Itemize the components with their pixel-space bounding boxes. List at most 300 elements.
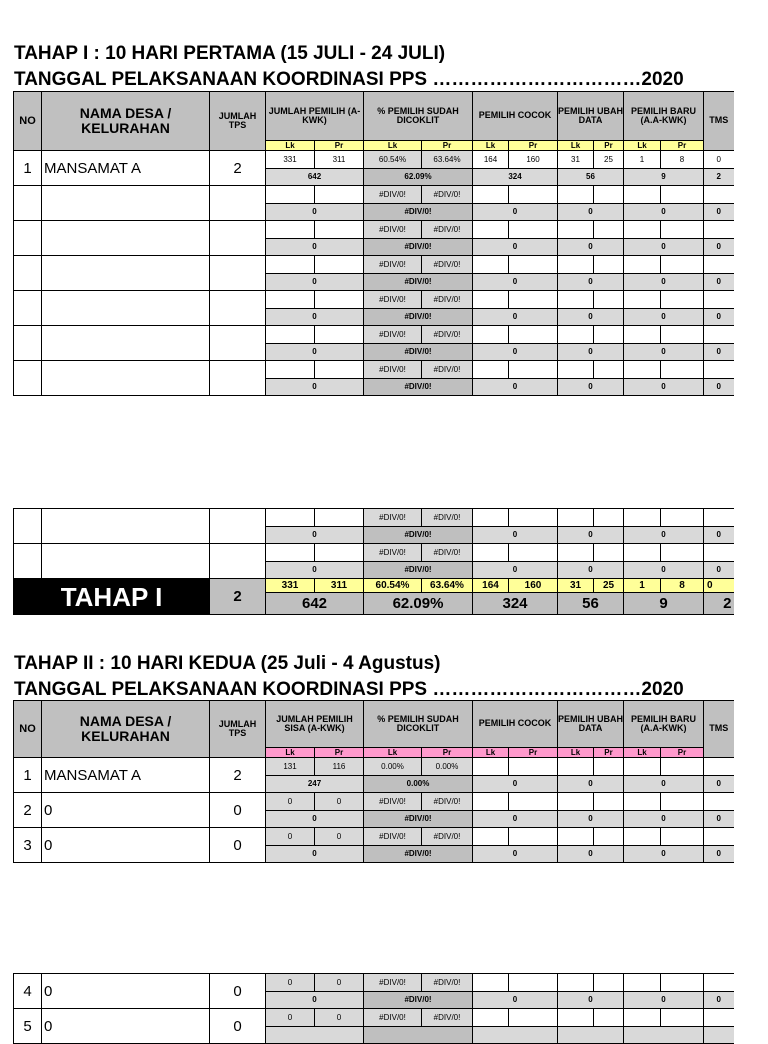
sub-lk: Lk bbox=[558, 141, 594, 151]
table-cell bbox=[473, 256, 509, 274]
cell-value: 0 bbox=[266, 974, 315, 992]
table-cell bbox=[315, 326, 364, 344]
header-nama: NAMA DESA / KELURAHAN bbox=[42, 701, 210, 758]
cell-total: 0 bbox=[704, 811, 734, 828]
table-cell bbox=[624, 544, 661, 562]
table-cell bbox=[558, 291, 594, 309]
header-no: NO bbox=[14, 92, 42, 151]
row-tps: 2 bbox=[210, 758, 266, 793]
table-cell bbox=[364, 1027, 473, 1044]
table-cell bbox=[315, 221, 364, 239]
sub-lk: Lk bbox=[266, 748, 315, 758]
stage1-total-tps: 2 bbox=[210, 579, 266, 615]
cell-total: 0 bbox=[624, 776, 704, 793]
row-nama: 0 bbox=[42, 828, 210, 863]
cell-total: 0 bbox=[624, 204, 704, 221]
row-tps bbox=[210, 221, 266, 256]
total-value: 160 bbox=[509, 579, 558, 593]
cell-value: #DIV/0! bbox=[422, 974, 473, 992]
cell-total: #DIV/0! bbox=[364, 562, 473, 579]
cell-total: 0 bbox=[704, 992, 734, 1009]
cell-total: 0 bbox=[624, 846, 704, 863]
sub-lk: Lk bbox=[624, 748, 661, 758]
cell-value: #DIV/0! bbox=[364, 793, 422, 811]
row-tps: 0 bbox=[210, 793, 266, 828]
header-nama: NAMA DESA / KELURAHAN bbox=[42, 92, 210, 151]
cell-total: 0 bbox=[624, 309, 704, 326]
table-cell bbox=[704, 758, 734, 776]
cell-value: 0.00% bbox=[364, 758, 422, 776]
table-cell bbox=[473, 544, 509, 562]
table-cell bbox=[661, 828, 704, 846]
header-no: NO bbox=[14, 701, 42, 758]
sub-pr: Pr bbox=[594, 141, 624, 151]
table-cell bbox=[594, 509, 624, 527]
cell-value: #DIV/0! bbox=[422, 793, 473, 811]
table-cell bbox=[509, 793, 558, 811]
stage1-table-bottom bbox=[13, 508, 734, 615]
table-cell bbox=[704, 828, 734, 846]
table-cell bbox=[594, 291, 624, 309]
row-no: 4 bbox=[14, 974, 42, 1009]
table-cell bbox=[624, 326, 661, 344]
row-nama: 0 bbox=[42, 793, 210, 828]
cell-total: 0 bbox=[558, 562, 624, 579]
table-cell bbox=[594, 326, 624, 344]
table-cell bbox=[661, 758, 704, 776]
table-cell bbox=[624, 793, 661, 811]
total-value: 63.64% bbox=[422, 579, 473, 593]
cell-value: #DIV/0! bbox=[364, 221, 422, 239]
cell-total: #DIV/0! bbox=[364, 527, 473, 544]
cell-total: 0 bbox=[704, 562, 734, 579]
cell-total: #DIV/0! bbox=[364, 239, 473, 256]
row-no bbox=[14, 291, 42, 326]
cell-value: 0 bbox=[266, 793, 315, 811]
cell-value: #DIV/0! bbox=[422, 326, 473, 344]
table-cell bbox=[624, 758, 661, 776]
cell-total: 0 bbox=[558, 846, 624, 863]
cell-total: 0 bbox=[624, 527, 704, 544]
cell-value: 116 bbox=[315, 758, 364, 776]
table-cell bbox=[558, 544, 594, 562]
table-cell bbox=[266, 509, 315, 527]
cell-total: 0 bbox=[473, 274, 558, 291]
cell-value: 0 bbox=[315, 974, 364, 992]
row-nama: 0 bbox=[42, 1009, 210, 1044]
total-value: 1 bbox=[624, 579, 661, 593]
table-cell bbox=[509, 186, 558, 204]
cell-total: 0 bbox=[266, 379, 364, 396]
cell-value: 331 bbox=[266, 151, 315, 169]
row-tps bbox=[210, 326, 266, 361]
cell-value: #DIV/0! bbox=[364, 1009, 422, 1027]
row-no bbox=[14, 361, 42, 396]
table-cell bbox=[266, 361, 315, 379]
table-cell bbox=[266, 221, 315, 239]
table-cell bbox=[558, 758, 594, 776]
cell-value: 131 bbox=[266, 758, 315, 776]
table-cell bbox=[509, 326, 558, 344]
cell-total: 0 bbox=[473, 527, 558, 544]
row-tps: 2 bbox=[210, 151, 266, 186]
row-nama: 0 bbox=[42, 974, 210, 1009]
table-cell bbox=[509, 544, 558, 562]
sub-lk: Lk bbox=[364, 748, 422, 758]
total-sum: 62.09% bbox=[364, 593, 473, 615]
cell-value: #DIV/0! bbox=[422, 186, 473, 204]
table-cell bbox=[473, 1027, 558, 1044]
cell-value: #DIV/0! bbox=[364, 828, 422, 846]
cell-total: 0 bbox=[266, 344, 364, 361]
sub-pr: Pr bbox=[315, 748, 364, 758]
total-value: 164 bbox=[473, 579, 509, 593]
sub-pr: Pr bbox=[315, 141, 364, 151]
table-cell bbox=[661, 544, 704, 562]
table-cell bbox=[266, 291, 315, 309]
cell-total: 0 bbox=[266, 811, 364, 828]
cell-total: 0 bbox=[473, 239, 558, 256]
total-sum: 324 bbox=[473, 593, 558, 615]
table-cell bbox=[315, 256, 364, 274]
cell-value: #DIV/0! bbox=[422, 291, 473, 309]
cell-value: 164 bbox=[473, 151, 509, 169]
cell-value: 311 bbox=[315, 151, 364, 169]
stage1-subtitle: TANGGAL PELAKSANAAN KOORDINASI PPS ……………………………2020 bbox=[14, 69, 684, 90]
table-cell bbox=[266, 256, 315, 274]
row-nama bbox=[42, 256, 210, 291]
row-nama bbox=[42, 509, 210, 544]
cell-value: 0 bbox=[315, 793, 364, 811]
cell-total: 0 bbox=[266, 992, 364, 1009]
stage2-title: TAHAP II : 10 HARI KEDUA (25 Juli - 4 Agustus) bbox=[14, 653, 441, 674]
table-cell bbox=[315, 544, 364, 562]
table-cell bbox=[624, 291, 661, 309]
cell-total: #DIV/0! bbox=[364, 204, 473, 221]
total-value: 331 bbox=[266, 579, 315, 593]
table-cell bbox=[661, 221, 704, 239]
table-cell bbox=[509, 256, 558, 274]
row-no bbox=[14, 256, 42, 291]
cell-total: 0 bbox=[266, 309, 364, 326]
table-cell bbox=[624, 974, 661, 992]
cell-total: 0 bbox=[704, 344, 734, 361]
total-value: 0 bbox=[704, 579, 734, 593]
cell-value: 0.00% bbox=[422, 758, 473, 776]
cell-total: #DIV/0! bbox=[364, 274, 473, 291]
table-cell bbox=[473, 221, 509, 239]
cell-total: 0 bbox=[624, 239, 704, 256]
total-sum: 9 bbox=[624, 593, 704, 615]
header-ubah: PEMILIH UBAH DATA bbox=[558, 701, 624, 748]
row-tps bbox=[210, 291, 266, 326]
total-value: 25 bbox=[594, 579, 624, 593]
cell-value: 0 bbox=[266, 828, 315, 846]
cell-total: 0 bbox=[473, 846, 558, 863]
cell-total: 0 bbox=[704, 274, 734, 291]
header-baru: PEMILIH BARU (A.A-KWK) bbox=[624, 701, 704, 748]
stage1-total-label: TAHAP I bbox=[14, 579, 210, 615]
cell-total: #DIV/0! bbox=[364, 344, 473, 361]
header-cocok: PEMILIH COCOK bbox=[473, 92, 558, 141]
table-cell bbox=[661, 974, 704, 992]
table-cell bbox=[704, 186, 734, 204]
row-nama bbox=[42, 544, 210, 579]
table-cell bbox=[704, 1027, 734, 1044]
cell-total: 0 bbox=[624, 274, 704, 291]
cell-value: 0 bbox=[315, 828, 364, 846]
cell-total: 0 bbox=[558, 776, 624, 793]
cell-total: 0 bbox=[704, 527, 734, 544]
table-cell bbox=[594, 758, 624, 776]
cell-value: #DIV/0! bbox=[364, 361, 422, 379]
cell-total: 0 bbox=[704, 846, 734, 863]
cell-value: #DIV/0! bbox=[422, 544, 473, 562]
header-ubah: PEMILIH UBAH DATA bbox=[558, 92, 624, 141]
cell-total: 0 bbox=[704, 379, 734, 396]
total-sum: 642 bbox=[266, 593, 364, 615]
cell-total: 0 bbox=[558, 309, 624, 326]
table-cell bbox=[594, 256, 624, 274]
table-cell bbox=[509, 509, 558, 527]
cell-total: 0 bbox=[473, 204, 558, 221]
cell-value: 31 bbox=[558, 151, 594, 169]
cell-value: 0 bbox=[315, 1009, 364, 1027]
sub-lk: Lk bbox=[624, 141, 661, 151]
stage2-table-top bbox=[13, 700, 734, 863]
header-persen: % PEMILIH SUDAH DICOKLIT bbox=[364, 92, 473, 141]
sub-pr: Pr bbox=[661, 141, 704, 151]
table-cell bbox=[473, 291, 509, 309]
cell-total: 0.00% bbox=[364, 776, 473, 793]
stage1-table-top bbox=[13, 91, 734, 396]
row-tps bbox=[210, 186, 266, 221]
table-cell bbox=[624, 186, 661, 204]
table-cell bbox=[558, 221, 594, 239]
cell-total: 0 bbox=[624, 562, 704, 579]
table-cell bbox=[509, 361, 558, 379]
table-cell bbox=[315, 361, 364, 379]
cell-total: 0 bbox=[558, 239, 624, 256]
cell-value: #DIV/0! bbox=[364, 326, 422, 344]
total-value: 60.54% bbox=[364, 579, 422, 593]
table-cell bbox=[558, 828, 594, 846]
total-value: 311 bbox=[315, 579, 364, 593]
sub-lk: Lk bbox=[364, 141, 422, 151]
cell-total: #DIV/0! bbox=[364, 309, 473, 326]
cell-total: 62.09% bbox=[364, 169, 473, 186]
table-cell bbox=[704, 291, 734, 309]
cell-value: 0 bbox=[704, 151, 734, 169]
table-cell bbox=[558, 256, 594, 274]
stage2-table-bottom bbox=[13, 973, 734, 1044]
table-cell bbox=[473, 828, 509, 846]
cell-total: 0 bbox=[266, 239, 364, 256]
total-value: 8 bbox=[661, 579, 704, 593]
cell-total: 56 bbox=[558, 169, 624, 186]
header-persen: % PEMILIH SUDAH DICOKLIT bbox=[364, 701, 473, 748]
header-baru: PEMILIH BARU (A.A-KWK) bbox=[624, 92, 704, 141]
cell-total: 0 bbox=[558, 344, 624, 361]
cell-value: #DIV/0! bbox=[364, 509, 422, 527]
cell-value: 0 bbox=[266, 1009, 315, 1027]
row-tps: 0 bbox=[210, 828, 266, 863]
cell-total: #DIV/0! bbox=[364, 811, 473, 828]
header-cocok: PEMILIH COCOK bbox=[473, 701, 558, 748]
total-sum: 2 bbox=[704, 593, 734, 615]
cell-total: 0 bbox=[624, 992, 704, 1009]
sub-lk: Lk bbox=[266, 141, 315, 151]
table-cell bbox=[509, 974, 558, 992]
table-cell bbox=[473, 186, 509, 204]
cell-total: 0 bbox=[558, 379, 624, 396]
cell-total: 2 bbox=[704, 169, 734, 186]
table-cell bbox=[473, 758, 509, 776]
row-no bbox=[14, 186, 42, 221]
cell-value: #DIV/0! bbox=[364, 186, 422, 204]
table-cell bbox=[315, 509, 364, 527]
table-cell bbox=[558, 509, 594, 527]
cell-total: 0 bbox=[473, 562, 558, 579]
sub-pr: Pr bbox=[594, 748, 624, 758]
row-tps bbox=[210, 256, 266, 291]
table-cell bbox=[624, 1027, 704, 1044]
table-cell bbox=[624, 361, 661, 379]
table-cell bbox=[266, 326, 315, 344]
table-cell bbox=[624, 221, 661, 239]
table-cell bbox=[473, 974, 509, 992]
row-nama bbox=[42, 291, 210, 326]
sub-pr: Pr bbox=[422, 141, 473, 151]
cell-total: #DIV/0! bbox=[364, 846, 473, 863]
cell-value: #DIV/0! bbox=[422, 509, 473, 527]
cell-value: 160 bbox=[509, 151, 558, 169]
cell-total: 0 bbox=[558, 992, 624, 1009]
table-cell bbox=[509, 828, 558, 846]
row-nama: MANSAMAT A bbox=[42, 151, 210, 186]
row-tps bbox=[210, 361, 266, 396]
table-cell bbox=[509, 221, 558, 239]
table-cell bbox=[624, 509, 661, 527]
sub-pr: Pr bbox=[509, 748, 558, 758]
cell-total: 0 bbox=[704, 776, 734, 793]
table-cell bbox=[558, 326, 594, 344]
sub-pr: Pr bbox=[509, 141, 558, 151]
table-cell bbox=[315, 186, 364, 204]
table-cell bbox=[558, 793, 594, 811]
cell-total: 0 bbox=[558, 527, 624, 544]
sub-lk: Lk bbox=[473, 748, 509, 758]
row-no bbox=[14, 544, 42, 579]
row-nama bbox=[42, 186, 210, 221]
row-no bbox=[14, 221, 42, 256]
cell-total: 0 bbox=[266, 204, 364, 221]
cell-total: 0 bbox=[558, 204, 624, 221]
cell-value: #DIV/0! bbox=[422, 256, 473, 274]
cell-total: #DIV/0! bbox=[364, 379, 473, 396]
table-cell bbox=[704, 256, 734, 274]
cell-value: 63.64% bbox=[422, 151, 473, 169]
cell-value: #DIV/0! bbox=[364, 256, 422, 274]
table-cell bbox=[624, 256, 661, 274]
sub-lk: Lk bbox=[558, 748, 594, 758]
table-cell bbox=[704, 974, 734, 992]
header-tms: TMS bbox=[704, 701, 734, 758]
table-cell bbox=[558, 1027, 624, 1044]
table-cell bbox=[594, 974, 624, 992]
cell-total: 0 bbox=[704, 204, 734, 221]
cell-value: 25 bbox=[594, 151, 624, 169]
cell-value: 60.54% bbox=[364, 151, 422, 169]
row-nama bbox=[42, 221, 210, 256]
cell-value: #DIV/0! bbox=[422, 828, 473, 846]
table-cell bbox=[661, 326, 704, 344]
table-cell bbox=[473, 793, 509, 811]
table-cell bbox=[266, 544, 315, 562]
table-cell bbox=[473, 509, 509, 527]
cell-total: 0 bbox=[473, 776, 558, 793]
sub-pr: Pr bbox=[661, 748, 704, 758]
cell-total: 0 bbox=[473, 379, 558, 396]
cell-value: #DIV/0! bbox=[422, 1009, 473, 1027]
row-tps bbox=[210, 544, 266, 579]
table-cell bbox=[661, 361, 704, 379]
header-tms: TMS bbox=[704, 92, 734, 151]
cell-value: #DIV/0! bbox=[364, 291, 422, 309]
sub-pr: Pr bbox=[422, 748, 473, 758]
table-cell bbox=[704, 221, 734, 239]
table-cell bbox=[509, 758, 558, 776]
stage2-subtitle: TANGGAL PELAKSANAAN KOORDINASI PPS ……………………………2020 bbox=[14, 679, 684, 700]
header-tps: JUMLAH TPS bbox=[210, 92, 266, 151]
cell-total: 0 bbox=[704, 239, 734, 256]
table-cell bbox=[473, 326, 509, 344]
header-jumlah-sisa: JUMLAH PEMILIH SISA (A-KWK) bbox=[266, 701, 364, 748]
row-no: 2 bbox=[14, 793, 42, 828]
table-cell bbox=[594, 544, 624, 562]
row-no: 1 bbox=[14, 151, 42, 186]
cell-total: 0 bbox=[266, 527, 364, 544]
table-cell bbox=[594, 186, 624, 204]
stage1-title: TAHAP I : 10 HARI PERTAMA (15 JULI - 24 JULI) bbox=[14, 43, 446, 64]
total-sum: 56 bbox=[558, 593, 624, 615]
table-cell bbox=[704, 326, 734, 344]
table-cell bbox=[661, 793, 704, 811]
table-cell bbox=[704, 509, 734, 527]
table-cell bbox=[624, 828, 661, 846]
cell-total: 0 bbox=[624, 344, 704, 361]
cell-total: 642 bbox=[266, 169, 364, 186]
row-tps bbox=[210, 509, 266, 544]
table-cell bbox=[558, 186, 594, 204]
sub-lk: Lk bbox=[473, 141, 509, 151]
table-cell bbox=[266, 1027, 364, 1044]
cell-total: 0 bbox=[704, 309, 734, 326]
row-tps: 0 bbox=[210, 1009, 266, 1044]
table-cell bbox=[661, 291, 704, 309]
table-cell bbox=[704, 793, 734, 811]
cell-total: 0 bbox=[473, 992, 558, 1009]
cell-total: 0 bbox=[266, 562, 364, 579]
cell-value: #DIV/0! bbox=[422, 361, 473, 379]
cell-total: 0 bbox=[473, 344, 558, 361]
cell-total: 9 bbox=[624, 169, 704, 186]
table-cell bbox=[594, 361, 624, 379]
row-no: 5 bbox=[14, 1009, 42, 1044]
table-cell bbox=[594, 793, 624, 811]
table-cell bbox=[509, 291, 558, 309]
row-nama bbox=[42, 326, 210, 361]
